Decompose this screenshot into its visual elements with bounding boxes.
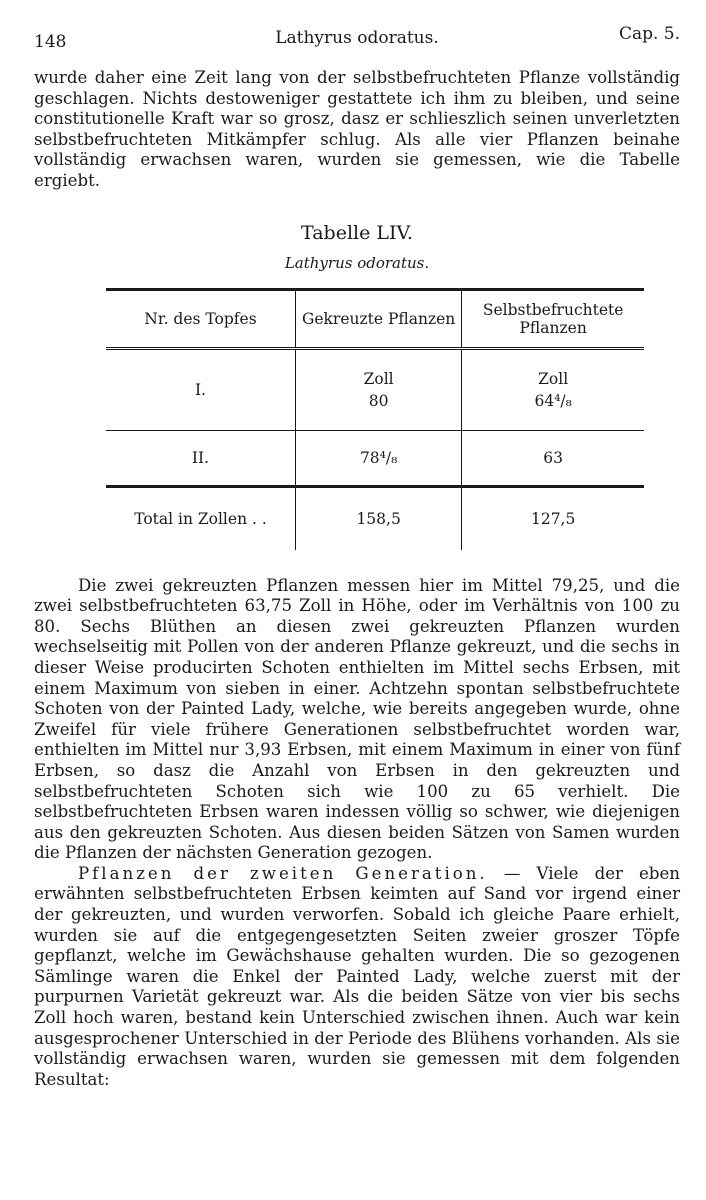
table-total-row: [106, 486, 644, 550]
table-header-row: [106, 289, 644, 348]
pot-number: I.: [106, 348, 295, 430]
col-header-crossed: Gekreuzte Pflanzen: [295, 289, 461, 348]
self-value: 64⁴/₈: [534, 391, 572, 410]
table-row: [106, 430, 644, 486]
table-subtitle: Lathyrus odoratus.: [284, 253, 430, 272]
table-title: Tabelle LIV.: [301, 221, 413, 244]
chapter-label: Cap. 5.: [618, 24, 680, 44]
running-title: Lathyrus odoratus.: [275, 28, 439, 48]
measurement-table: [106, 288, 644, 550]
table-row: [106, 348, 644, 430]
total-label: Total in Zollen . .: [106, 486, 295, 550]
body-paragraph: Die zwei gekreuzten Pflanzen messen hier im Mittel 79,25, und die zwei selbstbefruchteten 63,75 Zoll in Höhe, oder im Verhältnis von 100 zu 80. Sechs Blüthen an diesen zwei gekreuzten Pflanzen wurden wechselseitig mit Pollen von der anderen Pflanze gekreuzt, und die sechs in dieser Weise producirten Schoten enthielten im Mittel sechs Erbsen, mit einem Maximum von sieben in einer. Achtzehn spontan selbstbefruchtete Schoten von der Painted Lady, welche, wie bereits angegeben wurde, ohne Zweifel für viele frühere Generationen selbstbefruchtet worden war, enthielten im Mittel nur 3,93 Erbsen, mit einem Maximum in einer von fünf Erbsen, so dasz die Anzahl von Erbsen in den gekreuzten und selbstbefruchteten Schoten sich wie 100 zu 65 verhielt. Die selbstbefruchteten Erbsen waren indessen völlig so schwer, wie diejenigen aus den gekreuzten Schoten. Aus diesen beiden Sätzen von Samen wurden die Pflanzen der nächsten Generation gezogen.: [34, 575, 680, 863]
book-page: [34, 22, 680, 1090]
self-cell: [462, 348, 644, 430]
page-header: [34, 22, 680, 52]
total-crossed: 158,5: [295, 486, 461, 550]
section-heading: Pflanzen der zweiten Generation.: [78, 863, 488, 883]
page-number: 148: [34, 32, 67, 52]
pot-number: II.: [191, 448, 210, 467]
intro-paragraph: wurde daher eine Zeit lang von der selbstbefruchteten Pflanze vollständig geschlagen. Nichts destoweniger gestattete ich ihm zu bleiben, und seine constitutionelle Kraft war so grosz, dasz er schlieszlich seinen unverletzten selbstbefruchteten Mitkämpfer schlug. Als alle vier Pflanzen beinahe vollständig erwachsen waren, wurden sie gemessen, wie die Tabelle ergiebt.: [34, 68, 680, 190]
col-header-pot: Nr. des Topfes: [106, 289, 295, 348]
body-paragraph: [34, 864, 680, 1091]
crossed-value: 80: [368, 391, 389, 410]
crossed-cell: [295, 348, 461, 430]
crossed-value: 78⁴/₈: [295, 430, 461, 486]
self-value: 63: [462, 430, 644, 486]
section-text: — Viele der eben erwähnten selbstbefruchteten Erbsen keimten auf Sand vor irgend einer der gekreuzten, und wurden verworfen. Sobald ich gleiche Paare erhielt, wurden sie auf die entgegengesetzten Seiten zweier groszer Töpfe gepflanzt, welche im Gewächshause gehalten wurden. Die so gezogenen Sämlinge waren die Enkel der Painted Lady, welche zuerst mit der purpurnen Varietät gekreuzt war. Als die beiden Sätze von vier bis sechs Zoll hoch waren, bestand kein Unterschied zwischen ihnen. Auch war kein ausgesprochener Unterschied in der Periode des Blühens vorhanden. Als sie vollständig erwachsen waren, wurden sie gemessen mit dem folgenden Resultat:: [34, 863, 680, 1089]
unit-label: Zoll: [538, 369, 569, 388]
unit-label: Zoll: [363, 369, 394, 388]
total-self: 127,5: [462, 486, 644, 550]
col-header-self: Selbstbefruchtete Pflanzen: [462, 289, 644, 348]
